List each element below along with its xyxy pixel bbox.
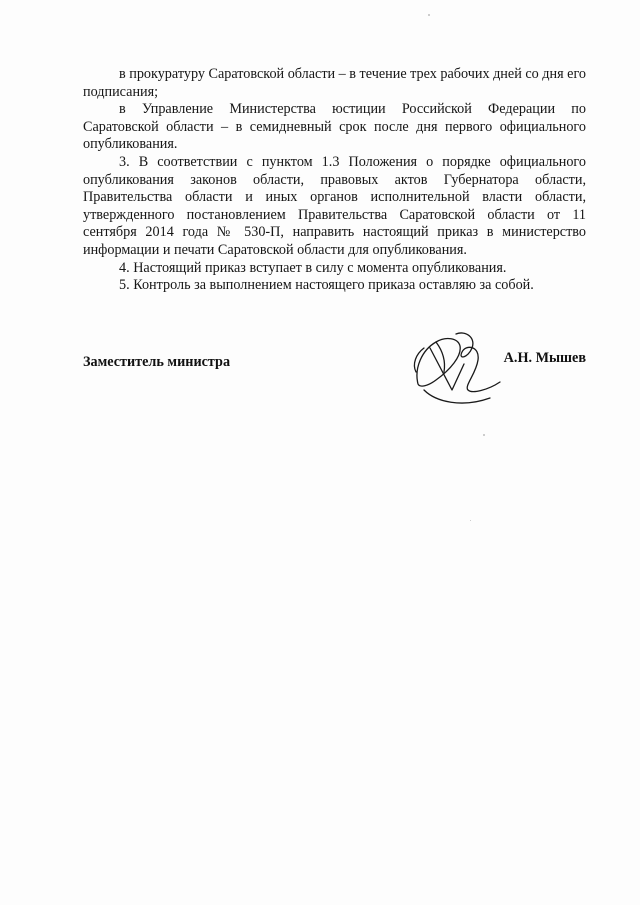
paragraph-prosecutor: в прокуратуру Саратовской области – в течение трех рабочих дней со дня его подписания;: [83, 66, 587, 100]
paragraph-item-3: 3. В соответствии с пунктом 1.3 Положения о порядке официального опубликования законов области, правовых актов Губернатора области, Правительства области и иных органов исполнительной власти области, утвержденного постановлением Правительства Саратовской области от 11 сентября 2014 года № 530-П, направить настоящий приказ в министерство информации и печати Саратовской области для опубликования.: [83, 153, 586, 258]
scan-speck: [483, 434, 485, 436]
scan-speck: [428, 14, 430, 16]
paragraph-item-4: 4. Настоящий приказ вступает в силу с момента опубликования.: [119, 259, 507, 276]
document-body: [83, 66, 586, 295]
signatory-position: Заместитель министра: [83, 354, 231, 370]
scan-speck: [470, 520, 471, 521]
paragraph-item-5: 5. Контроль за выполнением настоящего приказа оставляю за собой.: [119, 277, 534, 294]
signature-block: [83, 350, 586, 410]
paragraph-justice-ministry: в Управление Министерства юстиции Российской Федерации по Саратовской области – в семидневный срок после дня первого официального опубликования.: [83, 101, 586, 153]
signatory-name: А.Н. Мышев: [503, 350, 586, 366]
